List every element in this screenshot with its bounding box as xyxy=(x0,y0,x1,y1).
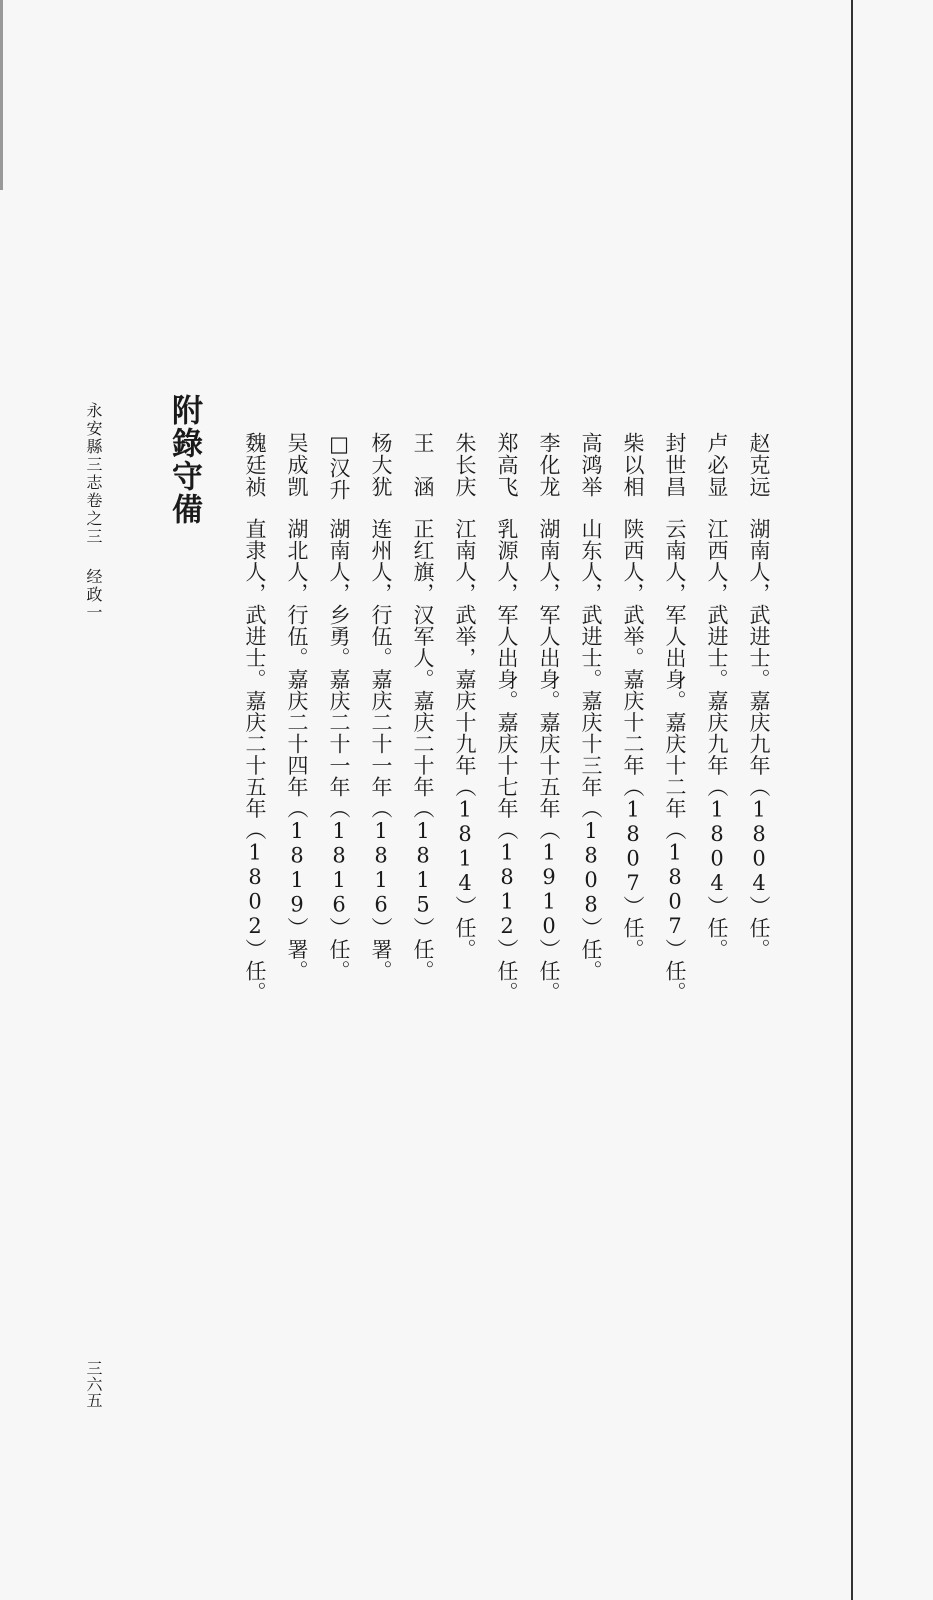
entry-12 xyxy=(243,432,274,1003)
page-edge-line xyxy=(851,0,853,1600)
entry-4 xyxy=(579,432,610,982)
entry-name: 王 涵 xyxy=(411,432,435,498)
entry-name: 卢必显 xyxy=(705,432,729,498)
entry-name: □汉升 xyxy=(327,432,351,501)
entry-name: 朱长庆 xyxy=(453,432,477,498)
entry-7 xyxy=(454,432,484,972)
running-head xyxy=(85,402,101,622)
entry-5 xyxy=(537,432,568,1003)
page-spine-shadow xyxy=(0,0,3,190)
entry-name: 柴以相 xyxy=(621,432,645,498)
entry-2 xyxy=(663,432,694,1003)
entry-text: 湖南人，军人出身。嘉庆十五年（1910）任。 xyxy=(537,518,561,1003)
entry-text: 云南人，军人出身。嘉庆十二年（1807）任。 xyxy=(663,518,687,1003)
entry-name: 李化龙 xyxy=(537,432,561,498)
entry-text: 直隶人，武进士。嘉庆二十五年（1802）任。 xyxy=(243,518,267,1003)
book-title: 永安縣三志卷之三 xyxy=(84,402,103,546)
section-title: 附錄守備 xyxy=(166,394,202,526)
entry-name: 魏廷祯 xyxy=(243,432,267,498)
entry-name: 封世昌 xyxy=(663,432,687,498)
entry-name: 高鸿举 xyxy=(579,432,603,498)
entry-text: 湖南人，武进士。嘉庆九年（1804）任。 xyxy=(747,518,771,960)
entry-name: 赵克远 xyxy=(747,432,771,498)
entry-9 xyxy=(369,432,400,982)
entry-name: 杨大犹 xyxy=(369,432,393,498)
entry-text: 湖南人，乡勇。嘉庆二十一年（1816）任。 xyxy=(327,518,351,982)
entry-name: 吴成凯 xyxy=(285,432,309,498)
entry-6 xyxy=(495,432,526,1003)
entry-10 xyxy=(327,432,358,982)
entry-0 xyxy=(748,432,778,972)
entry-3 xyxy=(622,432,652,972)
entry-1 xyxy=(706,432,736,972)
entry-8 xyxy=(411,432,442,982)
entry-name: 郑高飞 xyxy=(495,432,519,498)
entry-text: 湖北人，行伍。嘉庆二十四年（1819）署。 xyxy=(285,518,309,982)
entry-text: 江南人，武举，嘉庆十九年（1814）任。 xyxy=(453,518,477,960)
entry-text: 乳源人，军人出身。嘉庆十七年（1812）任。 xyxy=(495,518,519,1003)
entry-11 xyxy=(285,432,316,982)
entry-text: 江西人，武进士。嘉庆九年（1804）任。 xyxy=(705,518,729,960)
entry-text: 陕西人，武举。嘉庆十二年（1807）任。 xyxy=(621,518,645,960)
entry-text: 正红旗，汉军人。嘉庆二十年（1815）任。 xyxy=(411,518,435,982)
entry-text: 连州人，行伍。嘉庆二十一年（1816）署。 xyxy=(369,518,393,982)
entry-text: 山东人，武进士。嘉庆十三年（1808）任。 xyxy=(579,518,603,982)
page-number: 三六五 xyxy=(84,1360,103,1408)
chapter-title: 经政一 xyxy=(84,568,103,622)
